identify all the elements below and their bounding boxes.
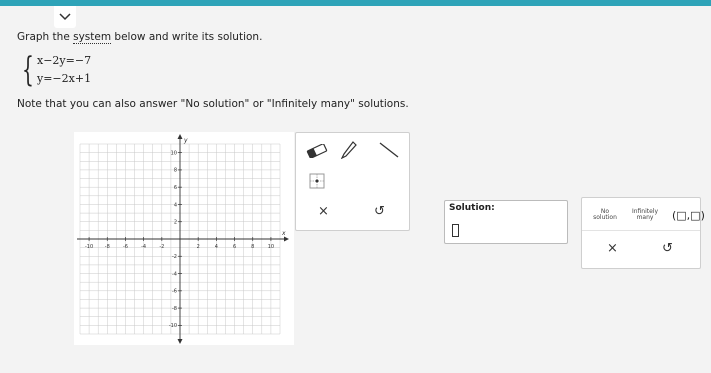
- y-tick-label: -2: [172, 254, 177, 261]
- point-tool-button[interactable]: [309, 173, 325, 193]
- x-tick-label: 2: [196, 244, 200, 250]
- graph-panel[interactable]: [74, 132, 294, 345]
- no-solution-button[interactable]: [590, 209, 620, 221]
- pencil-icon: [341, 141, 357, 159]
- clear-answer-button[interactable]: ×: [607, 241, 618, 256]
- solution-label: Solution:: [449, 203, 495, 213]
- collapse-button[interactable]: [54, 6, 76, 28]
- y-tick-label: -6: [172, 288, 177, 295]
- graph-toolbox: [295, 132, 410, 231]
- x-tick-label: -8: [104, 244, 110, 250]
- y-tick-label: -4: [172, 271, 177, 278]
- x-axis-arrow: [284, 237, 289, 242]
- equation-2: y=−2x+1: [37, 72, 92, 85]
- x-tick-label: -10: [85, 244, 94, 250]
- y-tick-label: 4: [173, 202, 177, 209]
- y-axis-arrow-down: [178, 339, 183, 344]
- infinitely-many-button[interactable]: [627, 209, 663, 221]
- note-text: Note that you can also answer "No solution" or "Infinitely many" solutions.: [17, 98, 409, 110]
- undo-answer-button[interactable]: ↺: [662, 241, 673, 256]
- chevron-down-icon: [59, 13, 71, 21]
- line-tool-icon: [378, 141, 400, 159]
- solution-input[interactable]: [452, 224, 459, 237]
- y-tick-label: 6: [173, 184, 177, 191]
- x-axis-label: x: [282, 230, 286, 237]
- coordinate-grid[interactable]: [74, 132, 294, 345]
- x-tick-label: -4: [141, 244, 147, 250]
- system-glossary-link[interactable]: system: [73, 31, 112, 43]
- y-axis-arrow: [178, 134, 183, 139]
- x-tick-label: 10: [267, 244, 275, 250]
- x-tick-label: 8: [251, 244, 255, 250]
- x-tick-label: -2: [159, 244, 165, 250]
- y-axis-label: y: [184, 137, 188, 144]
- question-prompt: [17, 31, 262, 43]
- answer-divider: [582, 230, 700, 231]
- equation-1: x−2y=−7: [37, 54, 92, 67]
- pencil-tool-button[interactable]: [341, 141, 357, 163]
- point-tool-icon: [309, 173, 325, 189]
- y-tick-label: -10: [168, 323, 177, 330]
- solution-box: [444, 200, 568, 244]
- line-tool-button[interactable]: [378, 141, 400, 163]
- no-solution-line-2: solution: [593, 214, 617, 221]
- y-tick-label: 2: [173, 219, 177, 226]
- answer-options-panel: [581, 197, 705, 269]
- infinitely-line-2: many: [636, 214, 654, 221]
- prompt-text-end: below and write its solution.: [111, 31, 263, 43]
- ordered-pair-button[interactable]: (□,□): [672, 209, 705, 222]
- no-solution-line-1: No: [600, 208, 610, 215]
- system-brace: {: [22, 50, 34, 90]
- infinitely-line-1: Infinitely: [631, 208, 659, 215]
- x-tick-label: -6: [122, 244, 128, 250]
- eraser-icon: [306, 144, 328, 158]
- top-accent-bar: [0, 0, 711, 6]
- eraser-tool-button[interactable]: [306, 143, 328, 162]
- y-tick-label: 8: [173, 167, 177, 174]
- prompt-text-start: Graph the: [17, 31, 74, 43]
- y-tick-label: -8: [172, 305, 177, 312]
- clear-graph-button[interactable]: ×: [318, 204, 329, 219]
- undo-graph-button[interactable]: ↺: [374, 204, 385, 219]
- x-tick-label: 4: [214, 244, 218, 250]
- x-tick-label: 6: [232, 244, 237, 250]
- y-tick-label: 10: [170, 150, 177, 157]
- equation-system: [22, 50, 142, 90]
